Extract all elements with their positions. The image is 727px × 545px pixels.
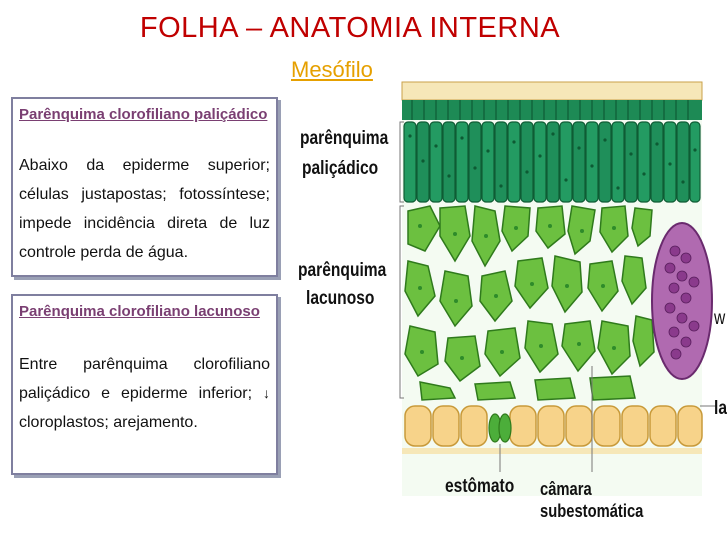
lacunoso-heading: Parênquima clorofiliano lacunoso <box>19 303 260 320</box>
upper-cuticle <box>402 82 702 100</box>
palicadico-heading: Parênquima clorofiliano paliçádico <box>19 106 268 123</box>
leaf-cross-section-diagram <box>290 76 727 540</box>
lower-cuticle <box>402 448 702 454</box>
lacunoso-description <box>19 350 270 437</box>
label-palicadico-line2: paliçádico <box>302 158 379 179</box>
vascular-bundle <box>652 223 712 379</box>
label-edge-la: la <box>714 398 727 419</box>
label-lacunoso-line1: parênquima <box>298 260 387 281</box>
label-lacunoso-line2: lacunoso <box>306 288 375 309</box>
lacunoso-description-line2: cloroplastos; arejamento. <box>19 414 198 431</box>
label-estomato: estômato <box>445 476 515 497</box>
label-edge-w: w <box>714 308 726 329</box>
label-palicadico-line1: parênquima <box>300 128 389 149</box>
lacunoso-info-box <box>11 294 278 475</box>
down-arrow-icon: ↓ <box>262 385 270 401</box>
lacunoso-description-line1: Entre parênquima clorofiliano paliçádico e epiderme inferior; <box>19 356 270 402</box>
page-subtitle: Mesófilo <box>291 57 373 82</box>
page-title: FOLHA – ANATOMIA INTERNA <box>139 12 561 44</box>
palicadico-info-box <box>11 97 278 277</box>
palicadico-description: Abaixo da epiderme superior; células justapostas; fotossíntese; impede incidência direta de luz controle perda de água. <box>19 157 270 261</box>
label-camara-subestomatica: câmara subestomática <box>540 479 644 521</box>
lower-epidermis <box>405 406 702 446</box>
upper-epidermis <box>402 100 702 120</box>
